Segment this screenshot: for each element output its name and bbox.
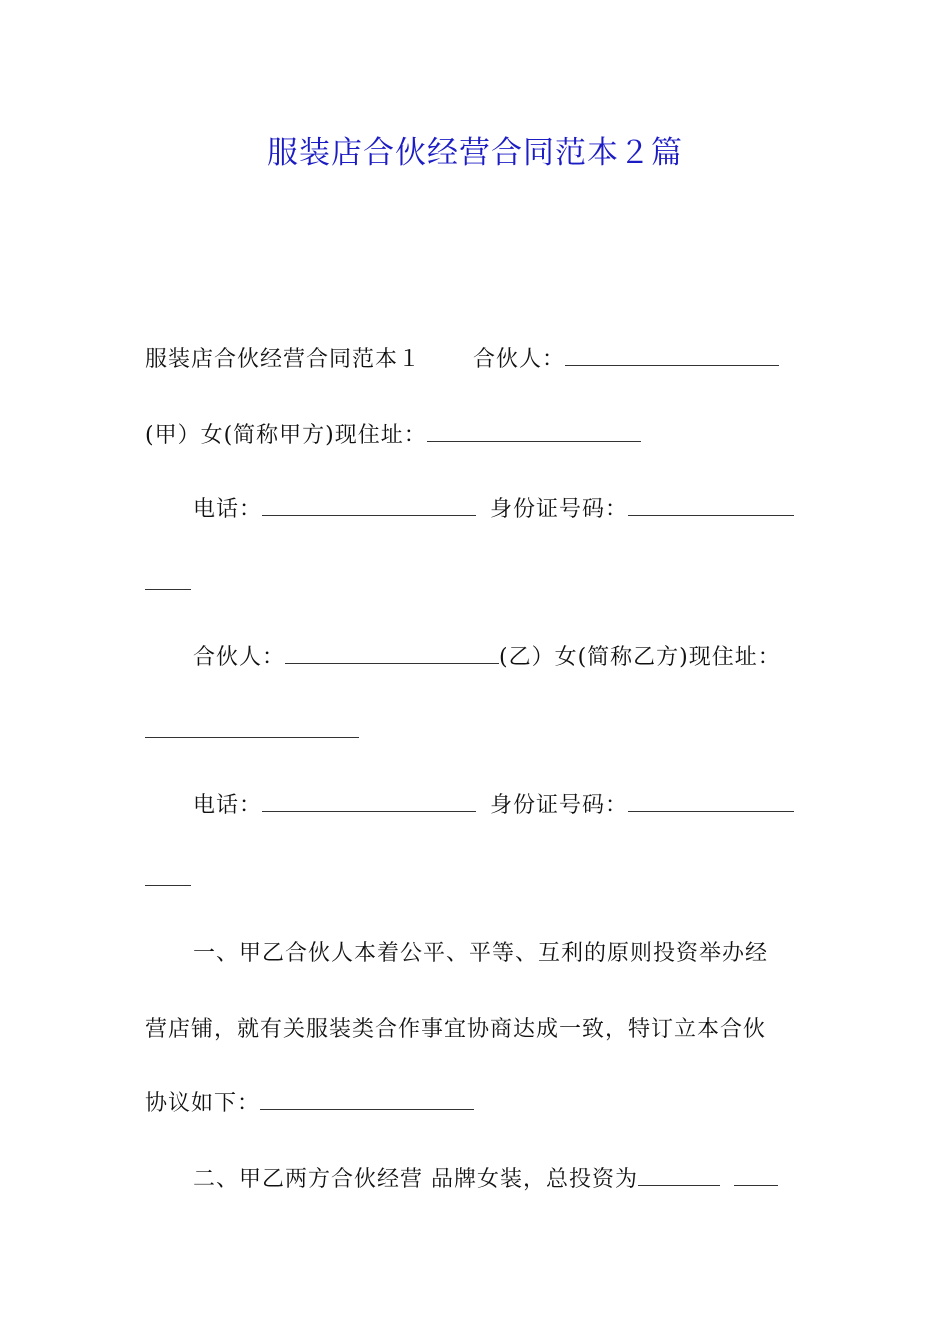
investment-blank-2 [734, 1167, 778, 1186]
contract-subtitle: 服装店合伙经营合同范本１ [145, 347, 422, 372]
partner-b-label: 合伙人： [193, 645, 286, 670]
partner-b-address-continuation [145, 712, 807, 752]
partner-b-line [145, 638, 855, 678]
partner-a-id-blank [628, 497, 794, 516]
partner-a-address-line [145, 416, 807, 456]
partner-a-phone-blank [262, 497, 476, 516]
contract-heading-line [145, 340, 807, 380]
clause-two-line-1 [145, 1160, 855, 1200]
partner-a-id-label: 身份证号码： [490, 497, 629, 522]
partner-a-address-blank [427, 423, 641, 442]
partner-b-id-continuation [145, 860, 807, 900]
document-title: 服装店合伙经营合同范本２篇 [267, 135, 683, 171]
clause-one-line-3 [145, 1084, 807, 1124]
partner-b-id-blank-cont [145, 867, 191, 886]
partner-a-id-blank-cont [145, 571, 191, 590]
clause-one-blank [260, 1091, 474, 1110]
partner-b-phone-blank [262, 793, 476, 812]
partner-b-contact-line [145, 786, 855, 826]
clause-one-line-2: 营店铺，就有关服装类合作事宜协商达成一致，特订立本合伙 [145, 1017, 767, 1042]
partner-a-phone-label: 电话： [193, 497, 263, 522]
partner-b-id-label: 身份证号码： [490, 793, 629, 818]
partner-a-address-label: (甲）女(简称甲方)现住址： [145, 423, 427, 448]
partner-b-id-blank [628, 793, 794, 812]
clause-two-text: 二、甲乙两方合伙经营 品牌女装，总投资为 [193, 1167, 638, 1192]
partner-a-contact-line [145, 490, 855, 530]
partner-a-label: 合伙人： [473, 347, 566, 372]
partner-b-name-blank [285, 645, 499, 664]
clause-one-ending: 协议如下： [145, 1091, 261, 1116]
partner-a-id-continuation [145, 564, 807, 604]
clause-one-line-1: 一、甲乙合伙人本着公平、平等、互利的原则投资举办经 [193, 941, 769, 966]
partner-b-address-label: (乙）女(简称乙方)现住址： [499, 645, 781, 670]
partner-b-phone-label: 电话： [193, 793, 263, 818]
partner-a-name-blank [565, 347, 779, 366]
investment-blank-1 [638, 1167, 720, 1186]
partner-b-address-blank [145, 719, 359, 738]
